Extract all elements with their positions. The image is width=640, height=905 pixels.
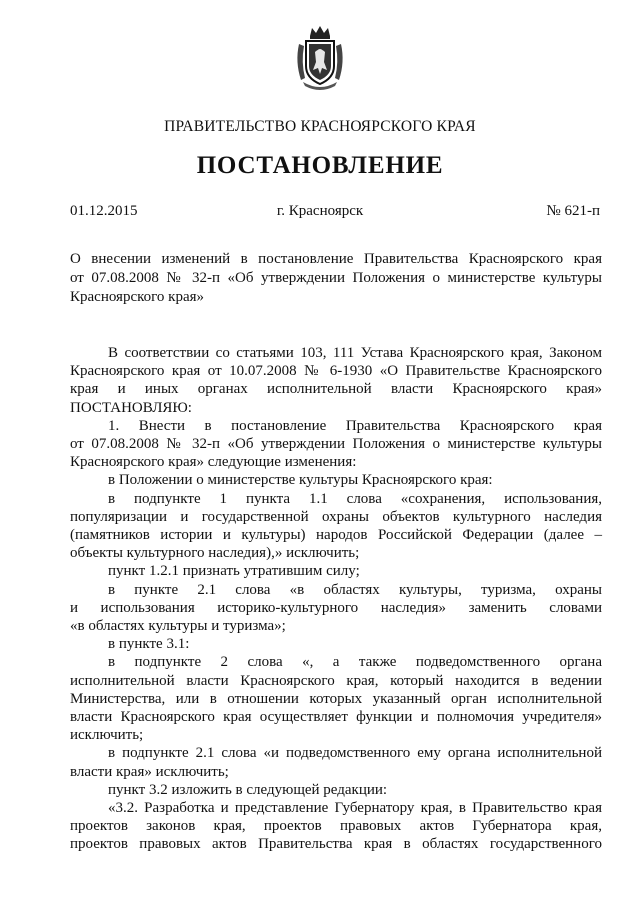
- government-name: ПРАВИТЕЛЬСТВО КРАСНОЯРСКОГО КРАЯ: [164, 118, 476, 135]
- subject-line: от 07.08.2008 № 32-п «Об утверждении Положения о министерстве культуры: [70, 270, 602, 286]
- body-line: пункт 1.2.1 признать утратившим силу;: [108, 563, 360, 580]
- body-line: в подпункте 2 слова «, а также подведомственного органа: [108, 654, 602, 671]
- body-line: проектов законов края, проектов правовых актов Губернатора края,: [70, 818, 602, 835]
- body-line: популяризации и государственной охраны объектов культурного наследия: [70, 508, 602, 525]
- body-line: (памятников истории и культуры) народов Российской Федерации (далее –: [70, 527, 602, 544]
- body-line: в подпункте 2.1 слова «и подведомственного ему органа исполнительной: [108, 745, 602, 762]
- body-line: исключить;: [70, 727, 144, 744]
- coat-of-arms-icon: [291, 22, 349, 92]
- document-number: № 621-п: [546, 203, 600, 219]
- body-line: Министерства, или в отношении которых указанный орган исполнительной: [70, 690, 602, 707]
- body-line: В соответствии со статьями 103, 111 Устава Красноярского края, Законом: [108, 345, 602, 361]
- subject-line: О внесении изменений в постановление Правительства Красноярского края: [70, 251, 602, 267]
- document-body: [70, 344, 602, 854]
- body-line: пункт 3.2 изложить в следующей редакции:: [108, 781, 388, 798]
- document-subject: [70, 250, 602, 307]
- body-line: и использования историко-культурного наследия» заменить словами: [70, 599, 602, 616]
- body-line: в пункте 2.1 слова «в областях культуры, туризма, охраны: [108, 581, 602, 598]
- body-line: ПОСТАНОВЛЯЮ:: [70, 399, 192, 416]
- body-line: в подпункте 1 пункта 1.1 слова «сохранения, использования,: [108, 490, 602, 507]
- body-line: власти Красноярского края осуществляет функции и полномочия учредителя»: [70, 709, 602, 726]
- body-line: края и иных органах исполнительной власти Красноярского края»: [70, 381, 602, 398]
- body-line: исполнительной власти Красноярского края, который находится в ведении: [70, 672, 602, 689]
- subject-line: Красноярского края»: [70, 289, 205, 305]
- body-line: в пункте 3.1:: [108, 636, 190, 653]
- body-line: объекты культурного наследия),» исключить;: [70, 545, 360, 562]
- body-line: «в областях культуры и туризма»;: [70, 618, 286, 635]
- document-city: г. Красноярск: [276, 203, 364, 219]
- document-date: 01.12.2015: [70, 203, 138, 219]
- body-line: 1. Внести в постановление Правительства Красноярского края: [108, 417, 602, 434]
- body-line: Красноярского края от 10.07.2008 № 6-1930 «О Правительстве Красноярского: [70, 363, 602, 380]
- body-line: «3.2. Разработка и представление Губернатору края, в Правительство края: [108, 800, 602, 817]
- body-line: власти края» исключить;: [70, 763, 229, 780]
- document-type-title: ПОСТАНОВЛЕНИЕ: [196, 152, 444, 179]
- body-line: проектов правовых актов Правительства края в областях государственного: [70, 836, 602, 853]
- body-line: в Положении о министерстве культуры Красноярского края:: [108, 472, 493, 489]
- body-line: от 07.08.2008 № 32-п «Об утверждении Положения о министерстве культуры: [70, 436, 602, 453]
- body-line: Красноярского края» следующие изменения:: [70, 454, 357, 471]
